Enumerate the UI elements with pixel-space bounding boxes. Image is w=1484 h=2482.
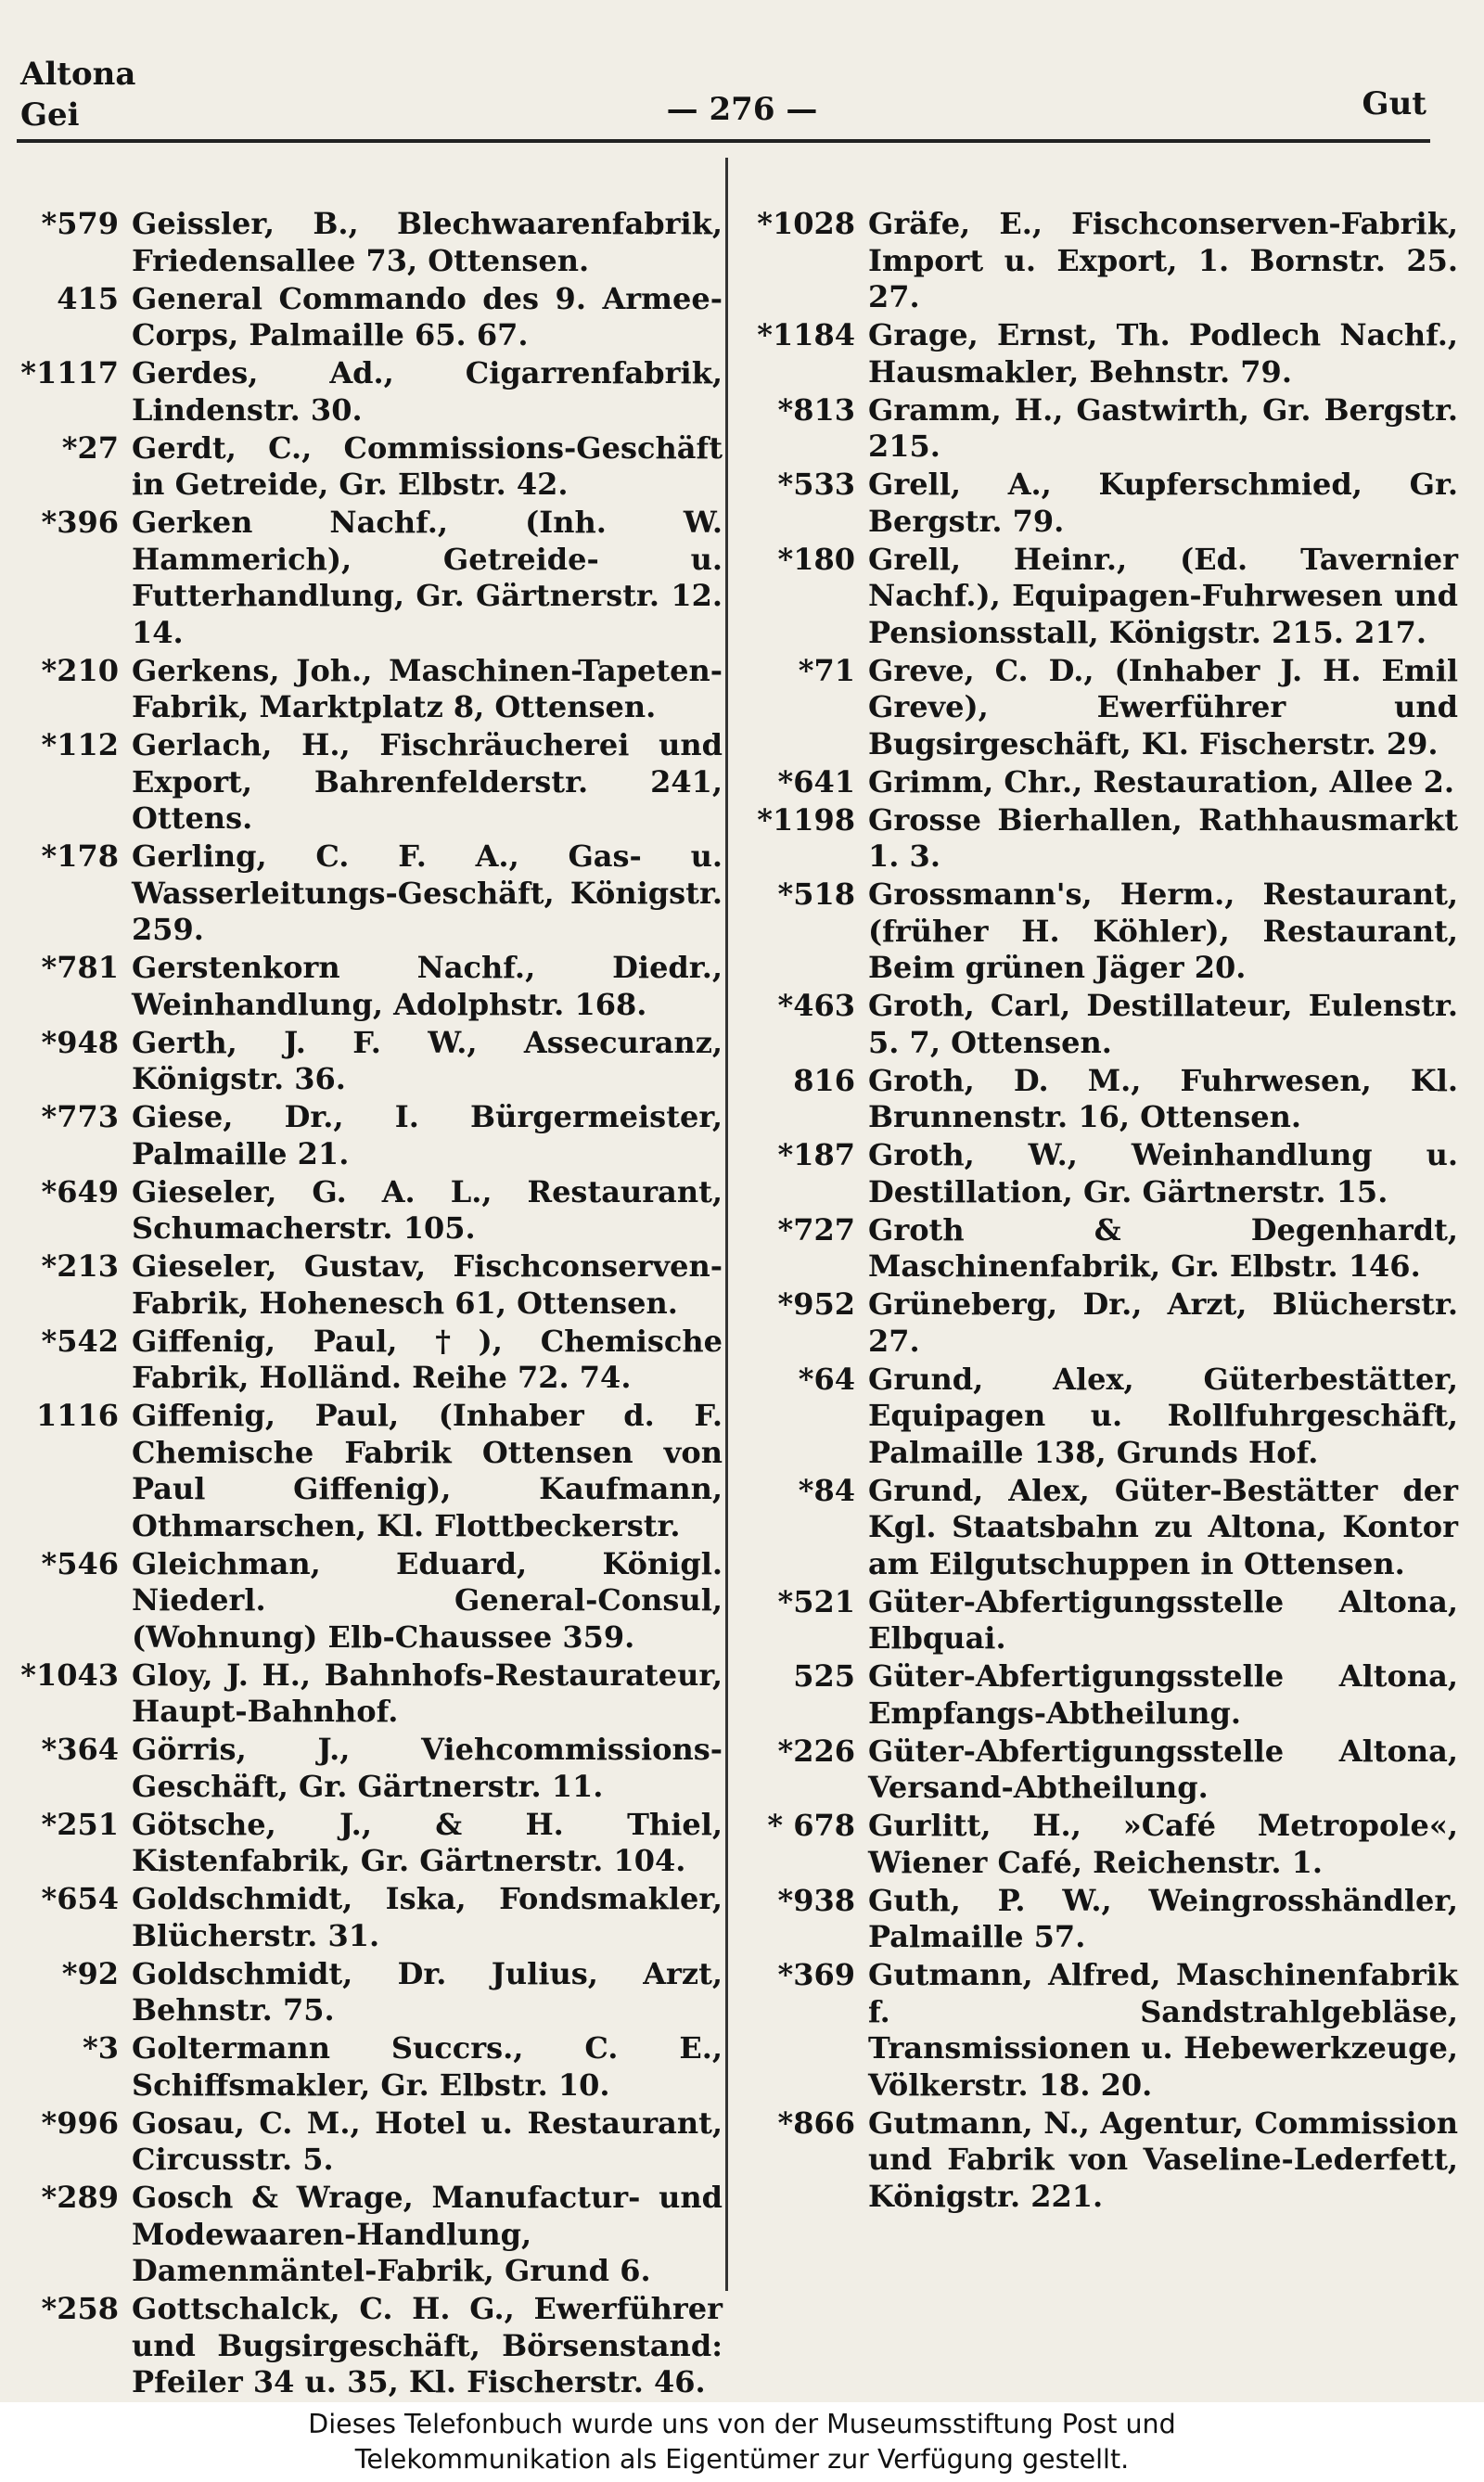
phone-number: *187 — [777, 1137, 855, 1172]
directory-entry — [0, 355, 728, 429]
phone-number: *938 — [777, 1882, 855, 1918]
phone-number: *210 — [41, 652, 119, 688]
directory-entry — [0, 1025, 728, 1098]
directory-entry — [0, 206, 728, 279]
entry-text — [119, 950, 728, 1023]
entry-text — [119, 355, 728, 429]
entry-name: Gosau, C. M., — [132, 2105, 361, 2141]
phone-number: *579 — [41, 206, 119, 241]
phone-number: *641 — [777, 763, 855, 800]
entry-details: Destillateur, Eulenstr. 5. 7, Ottensen. — [868, 988, 1459, 1060]
phone-number: *727 — [777, 1211, 855, 1247]
phone-number: * 678 — [767, 1808, 855, 1843]
directory-entry — [0, 430, 728, 504]
directory-entry — [731, 542, 1464, 652]
entry-details: Dr., Arzt, Blücherstr. 27. — [868, 1286, 1458, 1359]
phone-number: 525 — [793, 1658, 855, 1694]
entry-details: Restaurant, Schumacherstr. 105. — [132, 1173, 723, 1246]
entry-name: Gurlitt, H., — [868, 1808, 1081, 1843]
entry-name: Goldschmidt, — [132, 1955, 353, 1991]
entry-name: Gerth, J. F. W., — [132, 1024, 478, 1060]
entry-text — [855, 1957, 1464, 2104]
directory-entry — [0, 505, 728, 651]
entry-details: (Inhaber d. F. Chemische Fabrik Ottensen von Paul Giffenig), Kaufmann, Othmarschen, Kl. Flottbeckerstr. — [132, 1398, 723, 1543]
entry-text — [855, 988, 1464, 1061]
directory-entry — [731, 1957, 1464, 2104]
phone-number: *3 — [83, 2030, 119, 2066]
entry-details: Commissions-Geschäft in Getreide, Gr. Elbstr. 42. — [132, 429, 723, 502]
entry-name: Greve, C. D., — [868, 652, 1094, 688]
entry-name: Gerkens, Joh., — [132, 652, 373, 688]
entry-details: Elbquai. — [868, 1620, 1006, 1656]
entry-details: Hotel u. Restaurant, Circusstr. 5. — [132, 2105, 723, 2177]
entry-name: Grage, Ernst, Th. Podlech Nachf., — [868, 317, 1458, 352]
entry-details: Güterbestätter, Equipagen u. Rollfuhrgeschäft, Palmaille 138, Grunds Hof. — [868, 1361, 1458, 1470]
entry-text — [119, 1956, 728, 2029]
entry-name: Gieseler, G. A. L., — [132, 1173, 493, 1209]
entry-name: Görris, J., — [132, 1732, 351, 1767]
entry-name: Gerling, C. F. A., — [132, 838, 519, 874]
directory-entry — [731, 764, 1464, 801]
phone-number: *781 — [41, 950, 119, 985]
directory-entry — [0, 838, 728, 949]
phone-number: *251 — [41, 1806, 119, 1842]
entry-details: Bahnhofs-Restaurateur, Haupt-Bahnhof. — [132, 1657, 723, 1729]
entry-name: Gerstenkorn Nachf., Diedr., — [132, 950, 723, 985]
running-head-place: Altona — [20, 56, 136, 93]
entry-details: Schiffsmakler, Gr. Elbstr. 10. — [132, 2066, 610, 2103]
phone-number: *1043 — [20, 1657, 119, 1693]
phone-number: *1117 — [20, 355, 119, 390]
footer-line-1: Dieses Telefonbuch wurde uns von der Museumsstiftung Post und — [308, 2409, 1176, 2439]
entry-text — [855, 1808, 1464, 1881]
entry-text — [119, 505, 728, 651]
entry-name: Giffenig, Paul, — [132, 1398, 400, 1433]
directory-entry — [731, 876, 1464, 987]
entry-details: Empfangs-Abtheilung. — [868, 1695, 1242, 1731]
entry-name: Gieseler, Gustav, — [132, 1248, 427, 1284]
entry-name: Götsche, J., & H. Thiel, — [132, 1806, 723, 1842]
entry-text — [855, 653, 1464, 763]
phone-number: *948 — [41, 1024, 119, 1060]
phone-number: 816 — [793, 1062, 855, 1098]
entry-text — [119, 2291, 728, 2401]
directory-entry — [0, 1881, 728, 1954]
phone-number: *27 — [61, 429, 119, 466]
entry-text — [119, 1174, 728, 1247]
entry-name: Güter-Abfertigungsstelle Altona, — [868, 1583, 1458, 1619]
entry-name: Gosch & Wrage, — [132, 2180, 414, 2215]
directory-entry — [0, 2291, 728, 2401]
entry-name: Grell, Heinr., — [868, 541, 1128, 577]
entry-text — [119, 727, 728, 838]
entry-details: »Café Metropole«, Wiener Café, Reichenstr. 1. — [868, 1808, 1459, 1880]
directory-entry — [0, 2180, 728, 2290]
phone-number: *364 — [41, 1732, 119, 1767]
directory-entry — [731, 1362, 1464, 1472]
entry-text — [119, 1099, 728, 1172]
phone-number: *1184 — [757, 317, 855, 352]
directory-entry — [731, 1473, 1464, 1583]
directory-entry — [0, 2105, 728, 2179]
entry-details: Güter-Bestätter der Kgl. Staatsbahn zu Altona, Kontor am Eilgutschuppen in Ottensen. — [868, 1472, 1459, 1581]
entry-name: Groth & Degenhardt, — [868, 1211, 1458, 1247]
entry-name: Goldschmidt, Iska, — [132, 1881, 467, 1916]
entry-text — [119, 653, 728, 726]
entry-details: Maschinenfabrik f. Sandstrahlgebläse, Transmissionen u. Hebewerkzeuge, Völkerstr. 18. 20. — [868, 1957, 1458, 2103]
entry-details: Weinhandlung u. Destillation, Gr. Gärtnerstr. 15. — [868, 1137, 1459, 1209]
entry-name: Güter-Abfertigungsstelle Altona, — [868, 1733, 1458, 1769]
phone-number: *813 — [777, 391, 855, 428]
phone-number: *226 — [777, 1733, 855, 1769]
phone-number: *1198 — [757, 801, 855, 838]
phone-number: *654 — [41, 1881, 119, 1916]
phone-number: *92 — [61, 1955, 119, 1991]
directory-entry — [0, 1732, 728, 1805]
entry-text — [855, 317, 1464, 390]
entry-details: Gastwirth, Gr. Bergstr. 215. — [868, 391, 1459, 464]
phone-number: *112 — [41, 727, 119, 762]
entry-text — [119, 1881, 728, 1954]
entry-text — [855, 1658, 1464, 1732]
directory-entry — [731, 1212, 1464, 1286]
directory-entry — [731, 206, 1464, 316]
entry-details: Manufactur- und Modewaaren-Handlung, Damenmäntel-Fabrik, Grund 6. — [132, 2180, 723, 2288]
entry-text — [119, 1657, 728, 1731]
directory-entry — [0, 727, 728, 838]
directory-entry — [731, 2105, 1464, 2216]
phone-number: *649 — [41, 1173, 119, 1209]
entry-name: Giffenig, Paul, — [132, 1323, 398, 1359]
phone-number: *369 — [777, 1957, 855, 1992]
entry-details: Blechwaarenfabrik, Friedensallee 73, Ottensen. — [132, 206, 723, 278]
entry-text — [119, 2105, 728, 2179]
entry-text — [119, 1807, 728, 1880]
phone-number: *773 — [41, 1099, 119, 1134]
phone-number: *996 — [41, 2105, 119, 2141]
entry-name: Gerdes, Ad., — [132, 355, 394, 390]
directory-entry — [731, 653, 1464, 763]
entry-details: Assecuranz, Königstr. 36. — [132, 1024, 723, 1096]
entry-name: Goltermann Succrs., C. E., — [132, 2030, 723, 2066]
entry-details: (früher H. Köhler), Restaurant, Beim grünen Jäger 20. — [868, 913, 1458, 985]
entry-details: Gas- u. Wasserleitungs-Geschäft, Königstr. 259. — [132, 838, 723, 947]
directory-entry — [0, 653, 728, 726]
entry-name: Grosse Bierhallen, — [868, 801, 1183, 838]
page-number: — 276 — — [666, 91, 818, 128]
phone-number: *180 — [777, 541, 855, 577]
footer-line-2: Telekommunikation als Eigentümer zur Verfügung gestellt. — [354, 2444, 1130, 2475]
entry-name: Geissler, B., — [132, 206, 359, 241]
running-head-last-entry: Gut — [1362, 85, 1426, 122]
entry-text — [855, 1473, 1464, 1583]
phone-number: *546 — [41, 1545, 119, 1581]
directory-entry — [731, 1883, 1464, 1956]
entry-details: Agentur, Commission und Fabrik von Vaseline-Lederfett, Königstr. 221. — [868, 2105, 1459, 2214]
entry-details: Maschinenfabrik, Gr. Elbstr. 146. — [868, 1248, 1421, 1284]
entry-details: Königl. Niederl. General-Consul, (Wohnung) Elb-Chaussee 359. — [132, 1545, 723, 1655]
entry-details: Weinhandlung, Adolphstr. 168. — [132, 986, 647, 1022]
entry-text — [119, 1025, 728, 1098]
entry-text — [855, 1286, 1464, 1360]
directory-entry — [731, 467, 1464, 540]
running-head-first-entry: Gei — [20, 96, 80, 134]
directory-entry — [0, 2030, 728, 2104]
entry-text — [119, 1248, 728, 1322]
entry-details: Fischräucherei und Export, Bahrenfelderstr. 241, Ottens. — [132, 727, 723, 836]
directory-entry — [0, 1956, 728, 2029]
entry-details: Kupferschmied, Gr. Bergstr. 79. — [868, 467, 1458, 539]
entry-details: (Ed. Tavernier Nachf.), Equipagen-Fuhrwesen und Pensionsstall, Königstr. 215. 217. — [868, 541, 1459, 650]
header-rule — [17, 139, 1430, 143]
directory-entry — [731, 392, 1464, 466]
entry-text — [855, 1584, 1464, 1657]
directory-entry — [0, 1398, 728, 1544]
entry-name: General Commando des 9. Armee-Corps, — [132, 280, 723, 352]
entry-text — [855, 206, 1464, 316]
entry-name: Grossmann's, Herm., Restaurant, — [868, 876, 1458, 912]
entry-text — [855, 1883, 1464, 1956]
phone-number: *952 — [777, 1286, 855, 1322]
entry-text — [119, 1324, 728, 1397]
entry-details: (Inh. W. Hammerich), Getreide- u. Futterhandlung, Gr. Gärtnerstr. 12. 14. — [132, 505, 723, 650]
copyright-footer — [0, 2402, 1484, 2482]
entry-text — [119, 838, 728, 949]
directory-entry — [0, 1248, 728, 1322]
entry-text — [119, 1398, 728, 1544]
entry-details: Weingrosshändler, Palmaille 57. — [868, 1882, 1458, 1954]
directory-entry — [731, 988, 1464, 1061]
entry-name: Groth, W., — [868, 1137, 1078, 1172]
entry-text — [119, 2180, 728, 2290]
directory-entry — [731, 1658, 1464, 1732]
entry-name: Grell, A., — [868, 467, 1052, 502]
directory-entry — [731, 802, 1464, 876]
phone-number: *521 — [777, 1583, 855, 1619]
entry-text — [119, 1732, 728, 1805]
entry-name: Grund, Alex, — [868, 1361, 1134, 1397]
directory-entry — [0, 1174, 728, 1247]
entry-details: Hausmakler, Behnstr. 79. — [868, 353, 1292, 390]
directory-entry — [0, 1099, 728, 1172]
entry-text — [855, 876, 1464, 987]
directory-entry — [0, 1546, 728, 1657]
entry-details: Restauration, Allee 2. — [1082, 763, 1454, 800]
entry-name: Gottschalck, C. H. G., — [132, 2291, 515, 2326]
entry-name: Gleichman, Eduard, — [132, 1545, 528, 1581]
phone-number: *396 — [41, 505, 119, 540]
entry-text — [855, 764, 1464, 801]
phone-number: *518 — [777, 876, 855, 912]
entry-name: Gutmann, Alfred, — [868, 1957, 1161, 1992]
entry-details: Maschinen-Tapeten-Fabrik, Marktplatz 8, Ottensen. — [132, 652, 723, 724]
phone-number: *1028 — [757, 206, 855, 241]
entry-text — [119, 2030, 728, 2104]
entry-details: Ewerführer und Bugsirgeschäft, Börsenstand: Pfeiler 34 u. 35, Kl. Fischerstr. 46. — [132, 2291, 723, 2399]
phone-number: *463 — [777, 988, 855, 1023]
entry-text — [855, 542, 1464, 652]
directory-entry — [731, 1286, 1464, 1360]
entry-text — [119, 1546, 728, 1657]
entry-name: Gräfe, E., — [868, 206, 1043, 241]
entry-name: Grüneberg, — [868, 1286, 1058, 1322]
directory-entry — [0, 281, 728, 354]
directory-entry — [731, 1063, 1464, 1136]
entry-name: Giese, — [132, 1099, 234, 1134]
entry-details: Fuhrwesen, Kl. Brunnenstr. 16, Ottensen. — [868, 1062, 1459, 1134]
entry-text — [855, 1362, 1464, 1472]
phone-number: *289 — [41, 2180, 119, 2215]
entry-name: Guth, P. W., — [868, 1882, 1112, 1918]
phone-number: 415 — [57, 280, 119, 316]
directory-entry — [731, 1137, 1464, 1210]
entry-text — [855, 1212, 1464, 1286]
entry-text — [855, 2105, 1464, 2216]
entry-name: Gutmann, N., — [868, 2105, 1090, 2141]
entry-name: Grund, Alex, — [868, 1472, 1090, 1508]
phone-number: *533 — [777, 467, 855, 502]
entry-details: Kistenfabrik, Gr. Gärtnerstr. 104. — [132, 1843, 686, 1878]
entry-name: Groth, D. M., — [868, 1062, 1142, 1098]
entry-details: Dr., I. Bürgermeister, Palmaille 21. — [132, 1099, 723, 1171]
directory-entry — [731, 1734, 1464, 1807]
phone-number: *866 — [777, 2105, 855, 2141]
entry-details: Fischconserven-Fabrik, Import u. Export, 1. Bornstr. 25. 27. — [868, 206, 1459, 314]
phone-number: *84 — [798, 1472, 855, 1508]
phone-number: *213 — [41, 1248, 119, 1284]
directory-entry — [0, 1807, 728, 1880]
left-column — [0, 206, 728, 2402]
entry-details: Cigarrenfabrik, Lindenstr. 30. — [132, 355, 723, 428]
entry-name: Gerdt, C., — [132, 429, 313, 466]
directory-entry — [731, 1584, 1464, 1657]
phone-number: *178 — [41, 838, 119, 874]
entry-details: Viehcommissions-Geschäft, Gr. Gärtnerstr. 11. — [132, 1732, 723, 1804]
directory-entry — [0, 1657, 728, 1731]
directory-entry — [0, 950, 728, 1023]
entry-name: Gerlach, H., — [132, 727, 351, 762]
entry-name: Groth, Carl, — [868, 988, 1071, 1023]
entry-name: Gerken Nachf., — [132, 505, 449, 540]
phone-number: *258 — [41, 2291, 119, 2326]
right-column — [731, 206, 1464, 2217]
phone-number: *64 — [798, 1361, 855, 1397]
entry-text — [855, 802, 1464, 876]
entry-text — [855, 467, 1464, 540]
entry-details: Rathhausmarkt 1. 3. — [868, 801, 1458, 874]
entry-text — [119, 430, 728, 504]
entry-name: Gramm, H., — [868, 391, 1064, 428]
directory-entry — [0, 1324, 728, 1397]
directory-entry — [731, 1808, 1464, 1881]
entry-details: †), Chemische Fabrik, Holländ. Reihe 72. 74. — [132, 1323, 723, 1395]
entry-details: Fondsmakler, Blücherstr. 31. — [132, 1881, 723, 1953]
entry-text — [855, 1734, 1464, 1807]
entry-details: Fischconserven-Fabrik, Hohenesch 61, Ottensen. — [132, 1248, 723, 1321]
entry-details: (Inhaber J. H. Emil Greve), Ewerführer und Bugsirgeschäft, Kl. Fischerstr. 29. — [868, 652, 1458, 761]
entry-name: Grimm, Chr., — [868, 763, 1083, 800]
directory-entry — [731, 317, 1464, 390]
entry-text — [855, 1137, 1464, 1210]
entry-text — [855, 1063, 1464, 1136]
entry-text — [119, 281, 728, 354]
phone-number: *542 — [41, 1323, 119, 1359]
entry-details: Dr. Julius, Arzt, Behnstr. 75. — [132, 1955, 723, 2028]
entry-text — [119, 206, 728, 279]
entry-text — [855, 392, 1464, 466]
entry-name: Güter-Abfertigungsstelle Altona, — [868, 1658, 1458, 1694]
entry-details: Palmaille 65. 67. — [238, 317, 529, 352]
entry-details: Versand-Abtheilung. — [868, 1770, 1209, 1805]
entry-name: Gloy, J. H., — [132, 1657, 311, 1693]
phone-number: 1116 — [35, 1398, 119, 1433]
phone-number: *71 — [798, 652, 855, 688]
